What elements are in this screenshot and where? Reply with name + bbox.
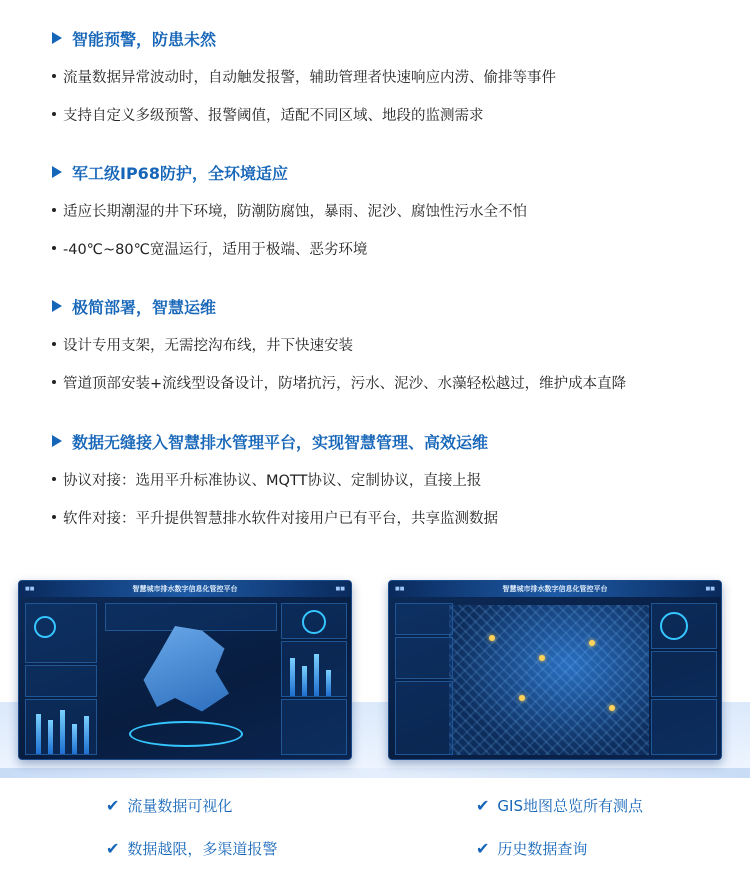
section-title <box>52 292 626 320</box>
bullet-icon <box>52 380 56 384</box>
gis-city-map <box>449 605 649 755</box>
screen-time: ■■ <box>395 586 405 592</box>
check-icon: ✔ <box>106 838 120 858</box>
feature-item-text: 支持自定义多级预警、报警阈值，适配不同区域、地段的监测需求 <box>63 107 484 124</box>
screen-time: ■■ <box>25 586 35 592</box>
triangle-bullet-icon <box>52 32 62 44</box>
bullet-icon <box>52 74 56 78</box>
feature-item-text: 设计专用支架，无需挖沟布线，井下快速安装 <box>63 337 353 354</box>
table-panel <box>281 699 347 755</box>
dashboard-screen-gis <box>388 580 722 760</box>
chart-bar <box>84 716 89 754</box>
dashboard-screen-overview <box>18 580 352 760</box>
bullet-icon <box>52 112 56 116</box>
level-panel <box>281 641 347 697</box>
section-title <box>52 158 527 186</box>
stats-panel <box>25 665 97 697</box>
screen-menu: ■■ <box>705 586 715 592</box>
kpi-panel <box>105 603 277 631</box>
gauge-icon <box>302 610 326 634</box>
trend-panel <box>395 637 453 679</box>
section-title <box>52 24 556 52</box>
benefit-text: 数据越限，多渠道报警 <box>127 839 278 858</box>
screen-title: 智慧城市排水数字信息化管控平台 <box>502 585 608 593</box>
feature-item-text: 软件对接：平升提供智慧排水软件对接用户已有平台，共享监测数据 <box>63 510 498 527</box>
feature-section-alerts <box>52 24 556 128</box>
bullet-icon <box>52 477 56 481</box>
list-panel <box>395 681 453 755</box>
feature-item <box>52 196 527 224</box>
map-pin-icon <box>609 705 615 711</box>
bullet-icon <box>52 246 56 250</box>
feature-item <box>52 234 527 262</box>
map-pin-icon <box>589 640 595 646</box>
benefit-item <box>106 792 232 818</box>
triangle-bullet-icon <box>52 435 62 447</box>
section-title <box>52 427 498 455</box>
map-pin-icon <box>489 635 495 641</box>
bullet-icon <box>52 342 56 346</box>
check-icon: ✔ <box>106 795 120 815</box>
alert-panel <box>651 699 717 755</box>
check-icon: ✔ <box>476 838 490 858</box>
feature-item <box>52 368 626 396</box>
map-base-ring <box>129 721 243 747</box>
benefit-item <box>476 835 587 861</box>
feature-item <box>52 100 556 128</box>
screen-menu: ■■ <box>335 586 345 592</box>
chart-bar <box>290 658 295 696</box>
feature-section-protection <box>52 158 527 262</box>
chart-bar <box>36 714 41 754</box>
bar-chart-panel <box>25 699 97 755</box>
feature-item-text: -40℃~80℃宽温运行，适用于极端、恶劣环境 <box>63 241 368 258</box>
benefit-text: GIS地图总览所有测点 <box>497 796 643 815</box>
chart-bar <box>48 720 53 754</box>
feature-section-deployment <box>52 292 626 396</box>
feature-item-text: 流量数据异常波动时，自动触发报警，辅助管理者快速响应内涝、偷排等事件 <box>63 69 556 86</box>
feature-item <box>52 62 556 90</box>
region-map <box>139 626 229 716</box>
section-title-text: 数据无缝接入智慧排水管理平台，实现智慧管理、高效运维 <box>72 432 489 452</box>
chart-bar <box>72 724 77 754</box>
feature-item-text: 适应长期潮湿的井下环境，防潮防腐蚀，暴雨、泥沙、腐蚀性污水全不怕 <box>63 203 527 220</box>
feature-item <box>52 330 626 358</box>
benefits-list <box>0 780 750 876</box>
map-pin-icon <box>539 655 545 661</box>
chart-bar <box>326 670 331 696</box>
summary-panel <box>395 603 453 635</box>
benefit-text: 流量数据可视化 <box>127 796 233 815</box>
feature-section-integration <box>52 427 498 531</box>
section-title-text: 极简部署，智慧运维 <box>72 297 217 317</box>
section-title-text: 智能预警，防患未然 <box>72 29 217 49</box>
check-icon: ✔ <box>476 795 490 815</box>
weather-panel <box>25 603 97 663</box>
feature-item-text: 协议对接：选用平升标准协议、MQTT协议、定制协议，直接上报 <box>63 472 482 489</box>
feature-item-text: 管道顶部安装+流线型设备设计，防堵抗污，污水、泥沙、水藻轻松越过，维护成本直降 <box>63 375 627 392</box>
chart-bar <box>60 710 65 754</box>
platform-edge <box>0 768 750 778</box>
bullet-icon <box>52 515 56 519</box>
benefit-text: 历史数据查询 <box>497 839 588 858</box>
gauge-panel <box>281 603 347 639</box>
benefit-item <box>106 835 277 861</box>
map-pin-icon <box>519 695 525 701</box>
screen-header <box>389 581 721 597</box>
bullet-icon <box>52 208 56 212</box>
screen-header <box>19 581 351 597</box>
feature-item <box>52 503 498 531</box>
ring-chart-icon <box>660 612 688 640</box>
chart-bar <box>302 666 307 696</box>
ring-chart-panel <box>651 603 717 649</box>
triangle-bullet-icon <box>52 166 62 178</box>
screen-title: 智慧城市排水数字信息化管控平台 <box>132 585 238 593</box>
triangle-bullet-icon <box>52 300 62 312</box>
section-title-text: 军工级IP68防护，全环境适应 <box>72 163 288 183</box>
feature-item <box>52 465 498 493</box>
chart-bar <box>314 654 319 696</box>
device-panel <box>651 651 717 697</box>
weather-icon <box>34 616 56 638</box>
benefit-item <box>476 792 643 818</box>
